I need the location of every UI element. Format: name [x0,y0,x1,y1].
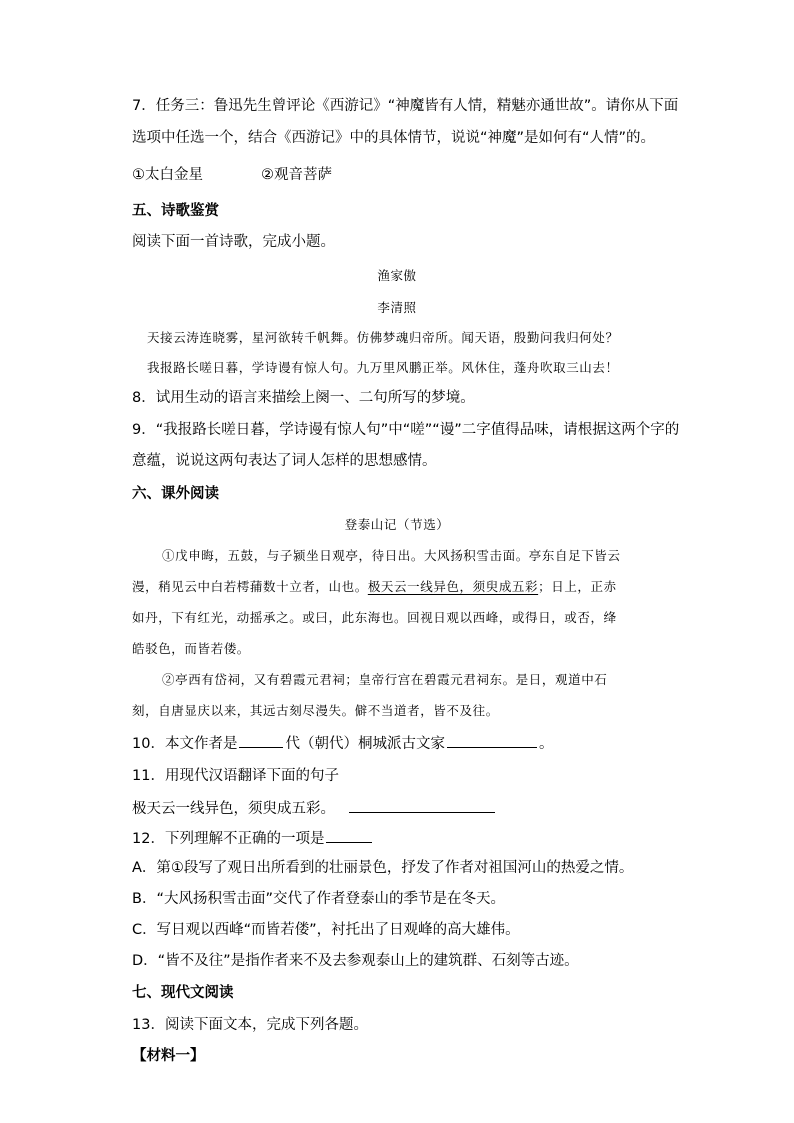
underlined-sentence: 极天云一线异色，须臾成五彩 [367,579,539,594]
answer-blank-author[interactable] [447,732,537,748]
question-11: 11．用现代汉语翻译下面的句子 [132,768,339,784]
poem-title: 渔家傲 [377,268,417,283]
answer-blank-dynasty[interactable] [239,732,283,748]
passage-p1-line-1: ①戊申晦，五鼓，与子颍坐日观亭，待日出。大风扬积雪击面。亭东自足下皆云 [162,548,621,563]
section-5-intro: 阅读下面一首诗歌，完成小题。 [132,234,335,250]
option-b: B．“大风扬积雪击面”交代了作者登泰山的季节是在冬天。 [132,891,505,907]
option-1: ①太白金星 [132,167,203,183]
passage-p1-line-2: 漫，稍见云中白若樗蒱数十立者，山也。极天云一线异色，须臾成五彩；日上，正赤 [132,579,617,594]
poem-line-1: 天接云涛连晓雾，星河欲转千帆舞。仿佛梦魂归帝所。闻天语，殷勤问我归何处？ [147,330,619,345]
question-10: 10．本文作者是 代（朝代）桐城派古文家 。 [132,732,553,754]
question-7-options [132,165,332,185]
passage-p2-line-1: ②亭西有岱祠，又有碧霞元君祠；皇帝行宫在碧霞元君祠东。是日，观道中石 [162,672,608,687]
option-d: D．“皆不及往”是指作者来不及去参观泰山上的建筑群、石刻等古迹。 [132,953,579,969]
passage-p1-line-4: 皓驳色，而皆若偻。 [132,641,250,656]
option-2: ②观音菩萨 [261,167,332,183]
question-7-line-2: 选项中任选一个，结合《西游记》中的具体情节，说说“神魔”是如何有“人情”的。 [132,130,656,146]
option-a: A．第①段写了观日出所看到的壮丽景色，抒发了作者对祖国河山的热爱之情。 [132,860,634,876]
answer-blank-translation[interactable] [349,797,495,813]
question-9-line-2: 意蕴，说说这两句表达了词人怎样的思想感情。 [132,453,437,469]
question-8: 8．试用生动的语言来描绘上阕一、二句所写的梦境。 [132,390,475,406]
passage-title: 登泰山记（节选） [344,517,450,532]
question-9-line-1: 9．“我报路长嗟日暮，学诗谩有惊人句”中“嗟”“谩”二字值得品味，请根据这两个字的 [132,422,680,438]
passage-p1-line-3: 如丹，下有红光，动摇承之。或曰，此东海也。回视日观以西峰，或得日，或否，绛 [132,610,617,625]
question-13: 13．阅读下面文本，完成下列各题。 [132,1017,368,1033]
question-12: 12．下列理解不正确的一项是 [132,827,374,849]
section-5-title: 五、诗歌鉴赏 [132,203,219,219]
section-6-title: 六、课外阅读 [132,486,219,502]
answer-blank-choice[interactable] [326,827,372,843]
section-7-title: 七、现代文阅读 [132,985,234,1001]
poem-line-2: 我报路长嗟日暮，学诗谩有惊人句。九万里风鹏正举。风休住，蓬舟吹取三山去！ [147,360,619,375]
poem-author: 李清照 [377,300,417,315]
material-1-label: 【材料一】 [132,1048,205,1064]
option-c: C．写日观以西峰“而皆若偻”，衬托出了日观峰的高大雄伟。 [132,922,520,938]
question-7-line-1: 7．任务三：鲁迅先生曾评论《西游记》“神魔皆有人情，精魅亦通世故”。请你从下面 [132,98,679,114]
question-11-sentence: 极天云一线异色，须臾成五彩。 [132,797,497,819]
passage-p2-line-2: 刻，自唐显庆以来，其远古刻尽漫失。僻不当道者，皆不及往。 [132,703,499,718]
